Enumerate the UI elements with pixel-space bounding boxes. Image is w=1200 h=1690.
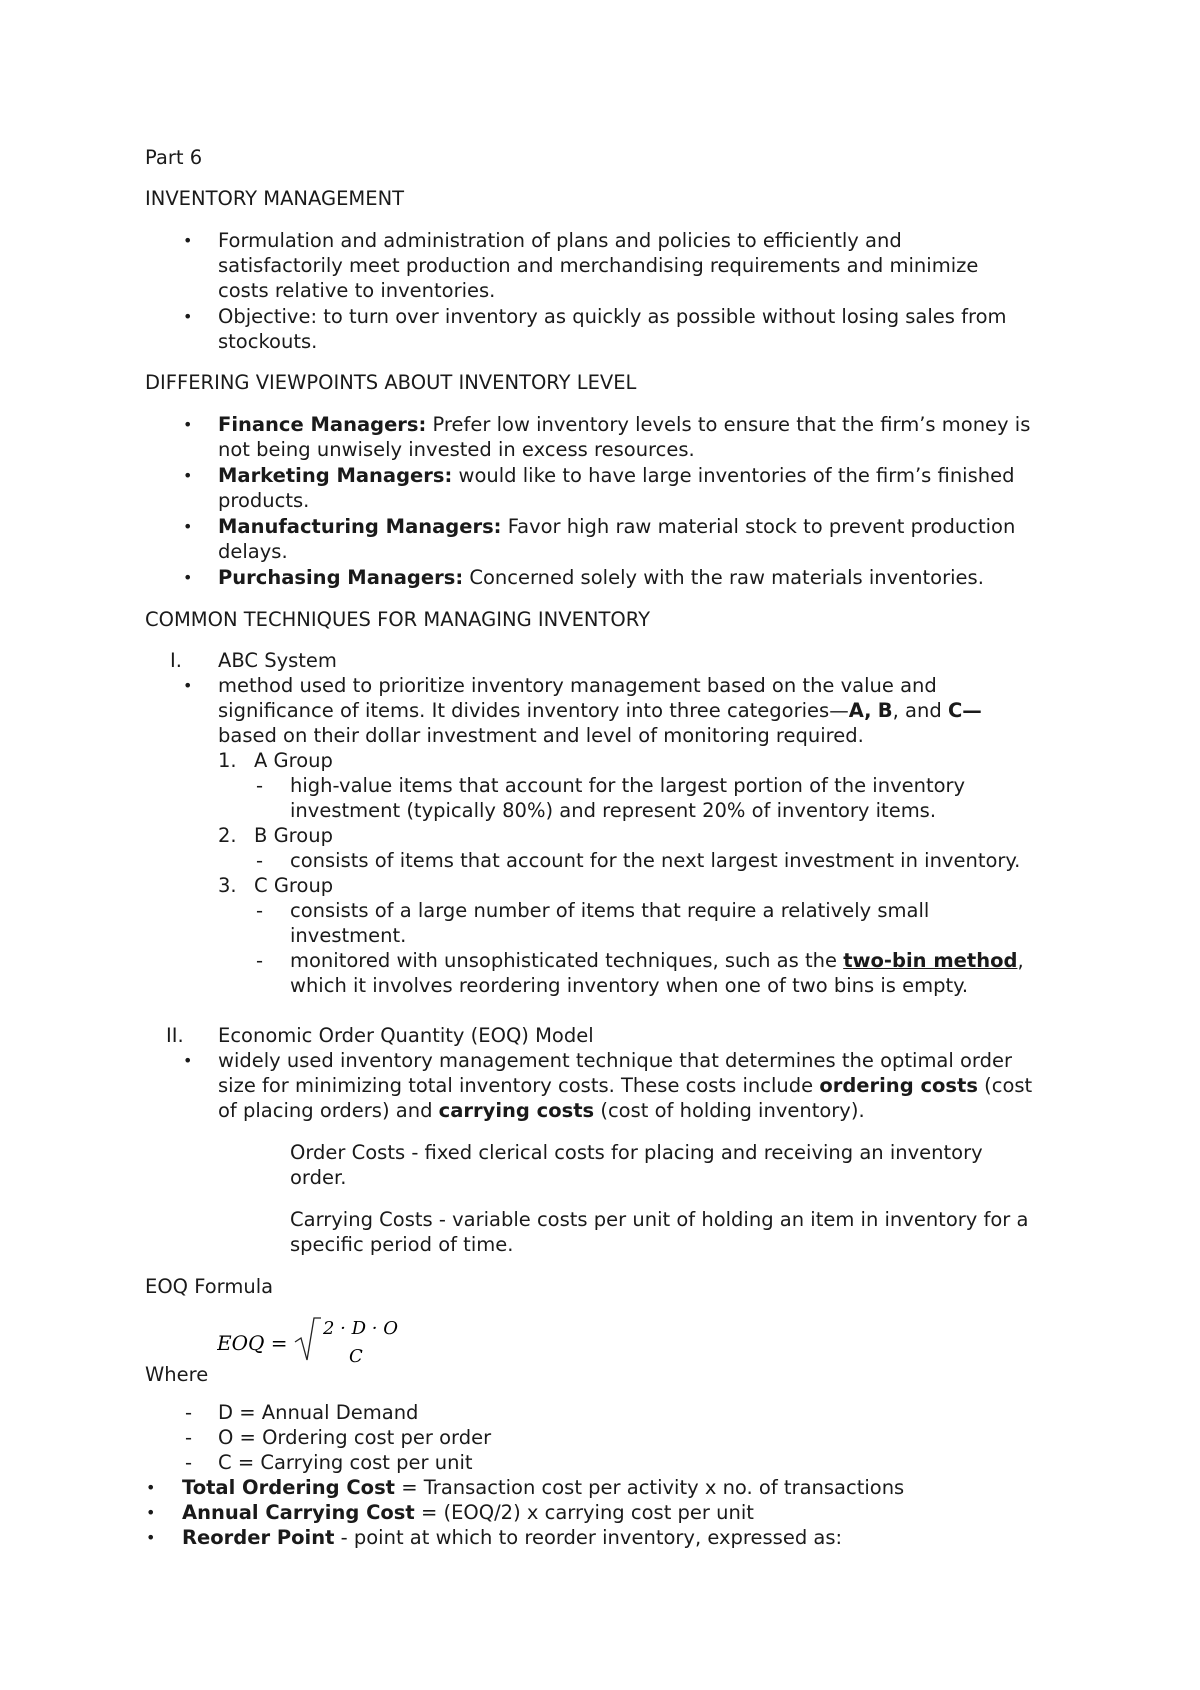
paragraph-line: products. xyxy=(218,489,310,512)
bullet-icon: • xyxy=(146,1528,156,1547)
bullet-icon: • xyxy=(183,415,193,434)
variable-d: D = Annual Demand xyxy=(218,1401,419,1424)
category-a: A, xyxy=(848,699,872,722)
paragraph-line: high-value items that account for the largest portion of the inventory xyxy=(290,774,966,797)
where-label: Where xyxy=(145,1363,209,1386)
text-run: = Transaction cost per activity x no. of transactions xyxy=(401,1476,905,1499)
paragraph-line: costs relative to inventories. xyxy=(218,279,496,302)
purchasing-managers-line xyxy=(218,565,984,590)
variable-o: O = Ordering cost per order xyxy=(218,1426,492,1449)
text-run: significance of items. It divides inventory into three categories— xyxy=(218,699,849,722)
two-bin-method-term: two-bin method xyxy=(843,949,1018,972)
manufacturing-managers-text: Favor high raw material stock to prevent production xyxy=(507,515,1016,538)
paragraph-line: widely used inventory management technique that determines the optimal order xyxy=(218,1049,1012,1072)
paragraph-line: consists of items that account for the next largest investment in inventory. xyxy=(290,849,1021,872)
abc-system-title: ABC System xyxy=(218,649,337,672)
paragraph-line: delays. xyxy=(218,540,288,563)
paragraph-line: not being unwisely invested in excess resources. xyxy=(218,438,695,461)
carrying-costs-term: carrying costs xyxy=(438,1099,595,1122)
variable-c: C = Carrying cost per unit xyxy=(218,1451,473,1474)
paragraph-line: consists of a large number of items that require a relatively small xyxy=(290,899,930,922)
manufacturing-managers-line xyxy=(218,514,1015,539)
dash-icon: - xyxy=(256,899,264,922)
eoq-formula-image xyxy=(217,1312,407,1372)
purchasing-managers-label: Purchasing Managers: xyxy=(218,566,464,589)
finance-managers-line xyxy=(218,412,1030,437)
paragraph-line: based on their dollar investment and level of monitoring required. xyxy=(218,724,864,747)
bullet-icon: • xyxy=(183,1051,193,1070)
dash-icon: - xyxy=(185,1426,193,1449)
bullet-icon: • xyxy=(183,517,193,536)
eoq-model-title: Economic Order Quantity (EOQ) Model xyxy=(218,1024,594,1047)
text-run: (cost of holding inventory). xyxy=(600,1099,865,1122)
category-b: B xyxy=(877,699,893,722)
roman-numeral: I. xyxy=(170,649,182,672)
order-costs-definition: Order Costs - fixed clerical costs for placing and receiving an inventory xyxy=(290,1141,983,1164)
formula-denominator: C xyxy=(349,1346,363,1367)
section-title-common-techniques: COMMON TECHNIQUES FOR MANAGING INVENTORY xyxy=(145,608,650,631)
eoq-costs-line xyxy=(218,1073,1032,1098)
dash-icon: - xyxy=(256,849,264,872)
marketing-managers-line xyxy=(218,463,1015,488)
bullet-icon: • xyxy=(183,466,193,485)
text-run: monitored with unsophisticated techniques, such as the xyxy=(290,949,837,972)
eoq-formula-heading: EOQ Formula xyxy=(145,1275,274,1298)
finance-managers-label: Finance Managers: xyxy=(218,413,427,436)
finance-managers-text: Prefer low inventory levels to ensure that the firm’s money is xyxy=(432,413,1031,436)
text-run: = (EOQ/2) x carrying cost per unit xyxy=(420,1501,754,1524)
text-run: , xyxy=(1017,949,1024,972)
marketing-managers-label: Marketing Managers: xyxy=(218,464,453,487)
text-run: of placing orders) and xyxy=(218,1099,433,1122)
bullet-icon: • xyxy=(183,307,193,326)
paragraph-line: investment. xyxy=(290,924,407,947)
bullet-icon: • xyxy=(146,1478,156,1497)
total-ordering-cost-label: Total Ordering Cost xyxy=(182,1476,396,1499)
bullet-icon: • xyxy=(183,676,193,695)
dash-icon: - xyxy=(256,774,264,797)
category-c: C— xyxy=(947,699,982,722)
paragraph-line: Objective: to turn over inventory as quickly as possible without losing sales from xyxy=(218,305,1007,328)
dash-icon: - xyxy=(185,1401,193,1424)
a-group-title: A Group xyxy=(254,749,333,772)
abc-categories-line xyxy=(218,698,982,723)
bullet-icon: • xyxy=(183,568,193,587)
text-run: size for minimizing total inventory costs. These costs include xyxy=(218,1074,814,1097)
paragraph-line: method used to prioritize inventory management based on the value and xyxy=(218,674,937,697)
formula-numerator: 2 · D · O xyxy=(323,1318,398,1339)
paragraph-line: order. xyxy=(290,1166,347,1189)
paragraph-line: specific period of time. xyxy=(290,1233,514,1256)
marketing-managers-text: would like to have large inventories of the firm’s finished xyxy=(458,464,1015,487)
b-group-title: B Group xyxy=(254,824,333,847)
reorder-point-line xyxy=(182,1525,842,1550)
reorder-point-label: Reorder Point xyxy=(182,1526,335,1549)
paragraph-line: Formulation and administration of plans and policies to efficiently and xyxy=(218,229,902,252)
list-number: 2. xyxy=(218,824,237,847)
text-run: , and xyxy=(892,699,942,722)
formula-lhs: EOQ = xyxy=(217,1331,288,1355)
purchasing-managers-text: Concerned solely with the raw materials inventories. xyxy=(469,566,984,589)
ordering-costs-term: ordering costs xyxy=(819,1074,978,1097)
section-title-inventory-management: INVENTORY MANAGEMENT xyxy=(145,187,405,210)
list-number: 3. xyxy=(218,874,237,897)
text-run: - point at which to reorder inventory, expressed as: xyxy=(340,1526,843,1549)
paragraph-line: investment (typically 80%) and represent 20% of inventory items. xyxy=(290,799,937,822)
paragraph-line: which it involves reordering inventory when one of two bins is empty. xyxy=(290,974,969,997)
text-run: (cost xyxy=(984,1074,1033,1097)
c-group-title: C Group xyxy=(254,874,334,897)
two-bin-line xyxy=(290,948,1024,973)
list-number: 1. xyxy=(218,749,237,772)
dash-icon: - xyxy=(185,1451,193,1474)
carrying-costs-definition: Carrying Costs - variable costs per unit of holding an item in inventory for a xyxy=(290,1208,1029,1231)
bullet-icon: • xyxy=(146,1503,156,1522)
radical-icon xyxy=(295,1318,321,1360)
bullet-icon: • xyxy=(183,231,193,250)
dash-icon: - xyxy=(256,949,264,972)
paragraph-line: satisfactorily meet production and merchandising requirements and minimize xyxy=(218,254,979,277)
roman-numeral: II. xyxy=(166,1024,184,1047)
annual-carrying-cost-label: Annual Carrying Cost xyxy=(182,1501,415,1524)
manufacturing-managers-label: Manufacturing Managers: xyxy=(218,515,502,538)
eoq-carrying-line xyxy=(218,1098,865,1123)
total-ordering-cost-line xyxy=(182,1475,904,1500)
annual-carrying-cost-line xyxy=(182,1500,754,1525)
section-title-differing-viewpoints: DIFFERING VIEWPOINTS ABOUT INVENTORY LEVEL xyxy=(145,371,637,394)
paragraph-line: stockouts. xyxy=(218,330,318,353)
part-label: Part 6 xyxy=(145,146,203,169)
